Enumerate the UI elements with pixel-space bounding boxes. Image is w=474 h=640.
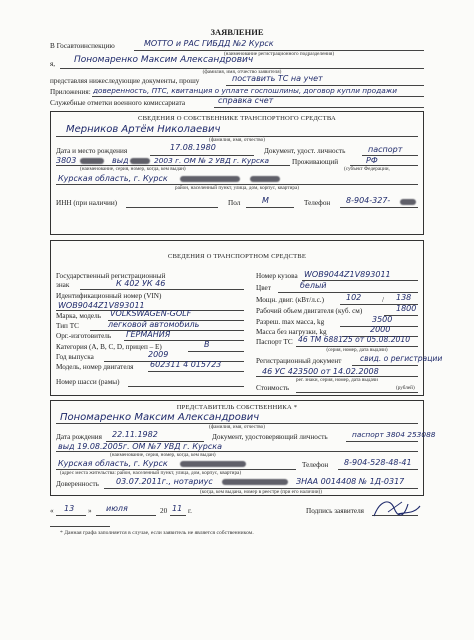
cost-line [296,392,418,393]
owner-phone-line [340,207,418,208]
volume-value: 1800 [396,304,417,313]
rep-birth-value: 22.11.1982 [112,430,158,439]
rep-name-caption: (фамилия, имя, отчество) [209,424,265,430]
regdoc-caption: рег. знаки, серия, номер, дата выдачи [296,377,378,383]
owner-sex-label: Пол [228,199,241,207]
chassis-line [128,386,244,387]
cost-label: Стоимость [256,384,290,392]
pts-value: 46 ТМ 688125 от 05.08.2010 [298,335,411,344]
rep-phone-value: 8-904-528-48-41 [344,458,412,467]
to-label: В Госавтоинспекцию [50,42,115,50]
owner-sex-line [246,207,294,208]
owner-residence-value: РФ [366,156,378,165]
redaction-mark [80,158,104,164]
i-value: Пономаренко Максим Александрович [74,55,254,65]
request-value: поставить ТС на учет [232,74,323,83]
chassis-label: Номер шасси (рамы) [56,378,120,386]
category-value: В [204,340,210,349]
plate-line [80,289,244,290]
owner-address: Курская область, г. Курск [58,174,168,183]
owner-birth-value: 17.08.1980 [170,143,216,152]
rep-address: Курская область, г. Курск [58,459,168,468]
engine-line [148,371,244,372]
date-year: 11 [172,504,183,513]
model-value: VOLKSWAGEN-GOLF [110,309,192,318]
owner-section-title: СВЕДЕНИЯ О СОБСТВЕННИКЕ ТРАНСПОРТНОГО СРЕДСТВА [137,115,337,122]
power-value-kw: 102 [346,293,362,302]
rep-id-label: Документ, удостоверяющий личность [212,433,328,441]
rep-power-caption: (когда, кем выдана, номер в реестре (при его наличии)) [200,489,322,495]
maxmass-value: 3500 [372,315,393,324]
footnote: * Данная графа заполняется в случае, если заявитель не является собственником. [60,530,254,536]
rep-id-caption: (наименование, серия, номер, когда, кем выдан) [110,452,216,458]
rep-phone-line [338,469,418,470]
owner-sex-value: М [262,196,269,205]
power-value-hp: 138 [396,293,412,302]
redaction-mark [250,176,280,182]
applicant-signature [368,496,424,522]
owner-id-issued-word: выд [112,156,129,165]
owner-phone-value: 8-904-327- [346,196,391,205]
category-line [188,351,244,352]
maker-label: Орг.-изготовитель [56,332,112,340]
plate-label: Государственный регистрационный [56,272,166,280]
plate-value: К 402 УК 46 [116,279,166,288]
owner-residence-label: Проживающий [292,158,339,166]
rep-power-label: Доверенность [56,480,99,488]
redaction-mark [400,199,416,205]
rep-id-line [346,441,418,442]
pts-label: Паспорт ТС [256,338,293,346]
owner-inn-line [126,207,218,208]
attach-label: Приложения: [50,88,91,96]
cost-caption: (рублей) [396,385,415,391]
footnote-rule [50,526,110,527]
date-year-prefix: 20 [160,507,168,515]
owner-residence-caption: (субъект Федерации, [344,166,390,172]
i-label: я, [50,60,56,68]
owner-name: Мерников Артём Николаевич [66,124,221,135]
owner-name-caption: (фамилия, имя, отчество) [209,137,265,143]
maker-value: ГЕРМАНИЯ [126,330,171,339]
i-caption: (фамилия, имя, отчество заявителя) [202,69,282,75]
date-day-line [56,515,86,516]
color-label: Цвет [256,284,271,292]
military-value: справка счет [218,96,274,105]
maker-line [124,340,244,341]
to-value: МОТТО и РАС ГИБДД №2 Курск [144,39,274,48]
form-title: ЗАЯВЛЕНИЕ [210,27,264,37]
rep-id-value: паспорт 3804 253088 [352,430,436,439]
date-day: 13 [64,504,75,513]
owner-id-value: паспорт [368,145,403,154]
rep-id-issuer: выд 19.08.2005г. ОМ №7 УВД г. Курска [58,442,222,451]
power-label: Мощн. двиг. (кВт/л.с.) [256,296,324,304]
military-label: Служебные отметки военного комиссариата [50,99,186,107]
type-label: Тип ТС [56,322,79,330]
color-value: белый [300,281,327,290]
owner-id-issuer: 2003 г. ОМ № 2 УВД г. Курска [154,156,270,165]
year-value: 2009 [148,350,169,359]
date-quote-close: » [88,507,92,515]
signature-label: Подпись заявителя [306,507,364,515]
mass-value: 2000 [370,325,391,334]
request-label: представляя нижеследующие документы, прошу [50,77,200,85]
representative-section-title: ПРЕДСТАВИТЕЛЬ СОБСТВЕННИКА * [176,404,298,411]
attach-value: доверенность, ПТС, квитанция о уплате госпошлины, договор купли продажи [93,86,397,95]
owner-birth-label: Дата и место рождения [56,147,128,155]
rep-power-value: 03.07.2011г., нотариус [116,477,213,486]
rep-power-number: ЗНАА 0014408 № 1Д-0317 [296,477,405,486]
engine-value: 602311 4 015723 [150,360,222,369]
volume-label: Рабочий объем двигателя (куб. см) [256,307,363,315]
redaction-mark [180,461,246,467]
owner-address-caption: район, населенный пункт, улица, дом, корпус, квартира) [175,185,299,191]
body-label: Номер кузова [256,272,298,280]
rep-birth-label: Дата рождения [56,433,102,441]
model-label: Марка, модель [56,312,101,320]
regdoc-value-2: 46 УС 423500 от 14.02.2008 [262,367,379,376]
regdoc-label: Регистрационный документ [256,357,342,365]
date-year-suffix: г. [188,507,192,515]
rep-name: Пономаренко Максим Александрович [60,412,260,423]
power-divider: / [382,296,384,304]
redaction-mark [222,479,288,485]
engine-label: Модель, номер двигателя [56,363,134,371]
rep-phone-label: Телефон [302,461,329,469]
date-year-line [170,515,186,516]
date-quote-open: « [50,507,54,515]
military-line [214,107,424,108]
year-label: Год выпуска [56,353,94,361]
to-caption: (наименование регистрационного подразделения) [223,51,335,57]
rep-address-caption: (адрес места жительства: район, населенный пункт, улица, дом, корпус, квартира) [60,470,242,476]
vin-label: Идентификационный номер (VIN) [56,292,162,300]
vin-value: WOB9044Z1V893011 [58,301,145,310]
body-value: WOB9044Z1V893011 [304,270,391,279]
plate-label-2: знак [56,281,70,289]
regdoc-value: свид. о регистрации [360,354,443,363]
type-value: легковой автомобиль [108,320,200,329]
maxmass-label: Разреш. max масса, kg [256,318,325,326]
owner-id-caption: (наименование, серия, номер, когда, кем выдан) [80,166,186,172]
regdoc-line [352,365,418,366]
redaction-mark [130,158,150,164]
owner-id-label: Документ, удост. личность [264,147,346,155]
owner-inn-label: ИНН (при наличии) [56,199,118,207]
redaction-mark [180,176,240,182]
owner-id-series: 3803 [56,156,77,165]
date-month-line [96,515,156,516]
category-label: Категория (A, B, C, D, прицеп – E) [56,343,162,351]
date-month: июля [106,504,128,513]
owner-phone-label: Телефон [304,199,331,207]
pts-caption: (серия, номер, дата выдачи) [326,347,388,353]
mass-label: Масса без нагрузки, kg [256,328,327,336]
vehicle-section-title: СВЕДЕНИЯ О ТРАНСПОРТНОМ СРЕДСТВЕ [167,253,307,260]
